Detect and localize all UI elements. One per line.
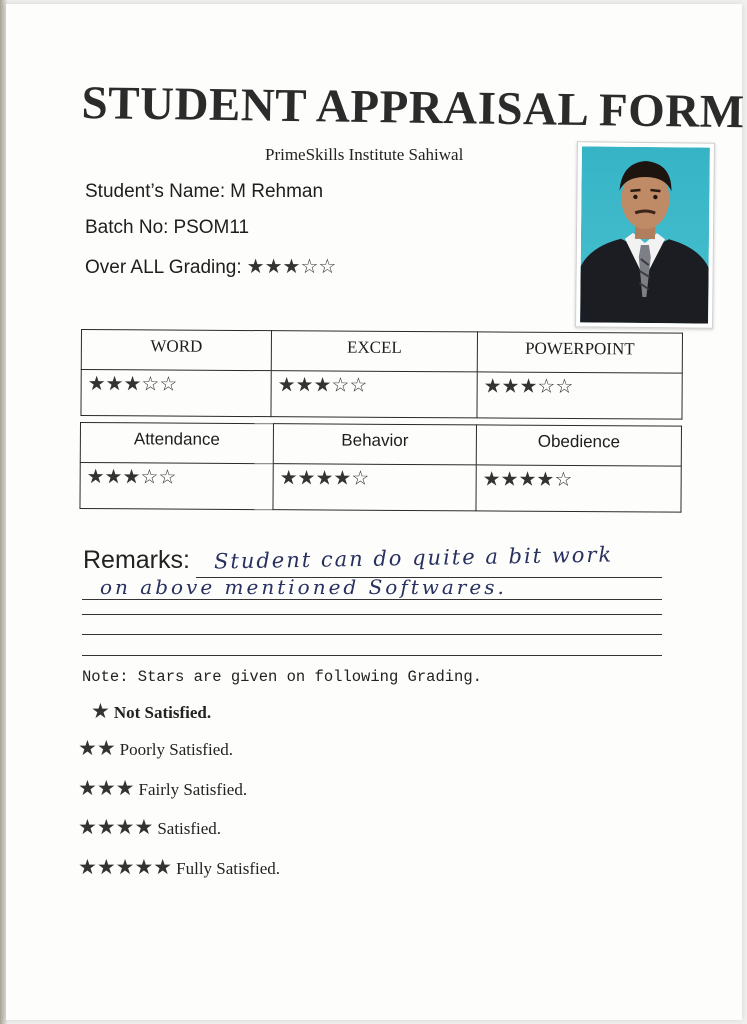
conduct-rating-row [80, 463, 681, 513]
skills-rating-row [81, 370, 682, 420]
header-excel: EXCEL [271, 331, 477, 372]
conduct-rating-table [79, 422, 682, 513]
powerpoint-stars: ★★★☆☆ [483, 375, 574, 399]
batch-value: PSOM11 [173, 217, 250, 238]
institute-name: PrimeSkills Institute Sahiwal [265, 145, 464, 164]
obedience-stars: ★★★★☆ [482, 468, 573, 492]
student-name-value: M Rehman [230, 181, 324, 202]
remarks-handwritten-line-2: on above mentioned Softwares. [100, 575, 507, 599]
legend-row-1 [91, 699, 211, 724]
obedience-rating-cell [476, 465, 681, 512]
legend-text-4: Satisfied. [157, 819, 222, 838]
legend-stars-5: ★★★★★ [78, 855, 173, 879]
legend-row-5 [78, 855, 280, 880]
legend-row-3 [78, 776, 247, 801]
legend-text-3: Fairly Satisfied. [138, 780, 248, 799]
student-portrait-image [580, 146, 710, 323]
legend-text-2: Poorly Satisfied. [119, 740, 233, 759]
overall-grading-field [85, 254, 336, 279]
student-name-label: Student’s Name: [85, 181, 226, 202]
batch-label: Batch No: [85, 217, 169, 238]
legend-stars-4: ★★★★ [78, 815, 154, 839]
conduct-header-row [80, 423, 681, 467]
remarks-line-2 [82, 599, 662, 600]
powerpoint-rating-cell [477, 372, 682, 419]
header-attendance: Attendance [80, 423, 273, 464]
behavior-rating-cell [273, 464, 476, 511]
student-photo [575, 141, 715, 328]
batch-field [85, 217, 249, 239]
skills-rating-table [80, 329, 683, 420]
legend-text-5: Fully Satisfied. [176, 859, 281, 878]
word-rating-cell [81, 370, 271, 417]
attendance-rating-cell [80, 463, 273, 510]
excel-stars: ★★★☆☆ [277, 374, 368, 397]
header-powerpoint: POWERPOINT [477, 332, 682, 373]
header-behavior: Behavior [273, 424, 476, 465]
skills-header-row [81, 330, 682, 374]
remarks-line-3 [82, 614, 662, 615]
excel-rating-cell [271, 371, 477, 418]
attendance-stars: ★★★☆☆ [86, 466, 177, 489]
legend-row-2 [78, 736, 233, 761]
student-name-field [85, 181, 323, 203]
word-stars: ★★★☆☆ [87, 373, 178, 396]
legend-text-1: Not Satisfied. [113, 703, 212, 722]
behavior-stars: ★★★★☆ [279, 467, 370, 490]
remarks-handwritten-line-1: Student can do quite a bit work [213, 542, 614, 574]
form-title: STUDENT APPRAISAL FORM [81, 76, 745, 139]
overall-grading-stars: ★★★☆☆ [246, 256, 337, 278]
overall-grading-label: Over ALL Grading: [85, 257, 242, 278]
header-word: WORD [81, 330, 271, 371]
legend-stars-1: ★ [91, 699, 110, 723]
remarks-line-4 [82, 634, 662, 635]
remarks-label: Remarks: [83, 546, 190, 574]
grading-note: Note: Stars are given on following Grading. [82, 668, 482, 686]
legend-stars-2: ★★ [78, 736, 116, 760]
header-obedience: Obedience [476, 425, 681, 466]
remarks-line-5 [82, 655, 662, 656]
legend-stars-3: ★★★ [78, 776, 135, 800]
legend-row-4 [78, 815, 221, 840]
